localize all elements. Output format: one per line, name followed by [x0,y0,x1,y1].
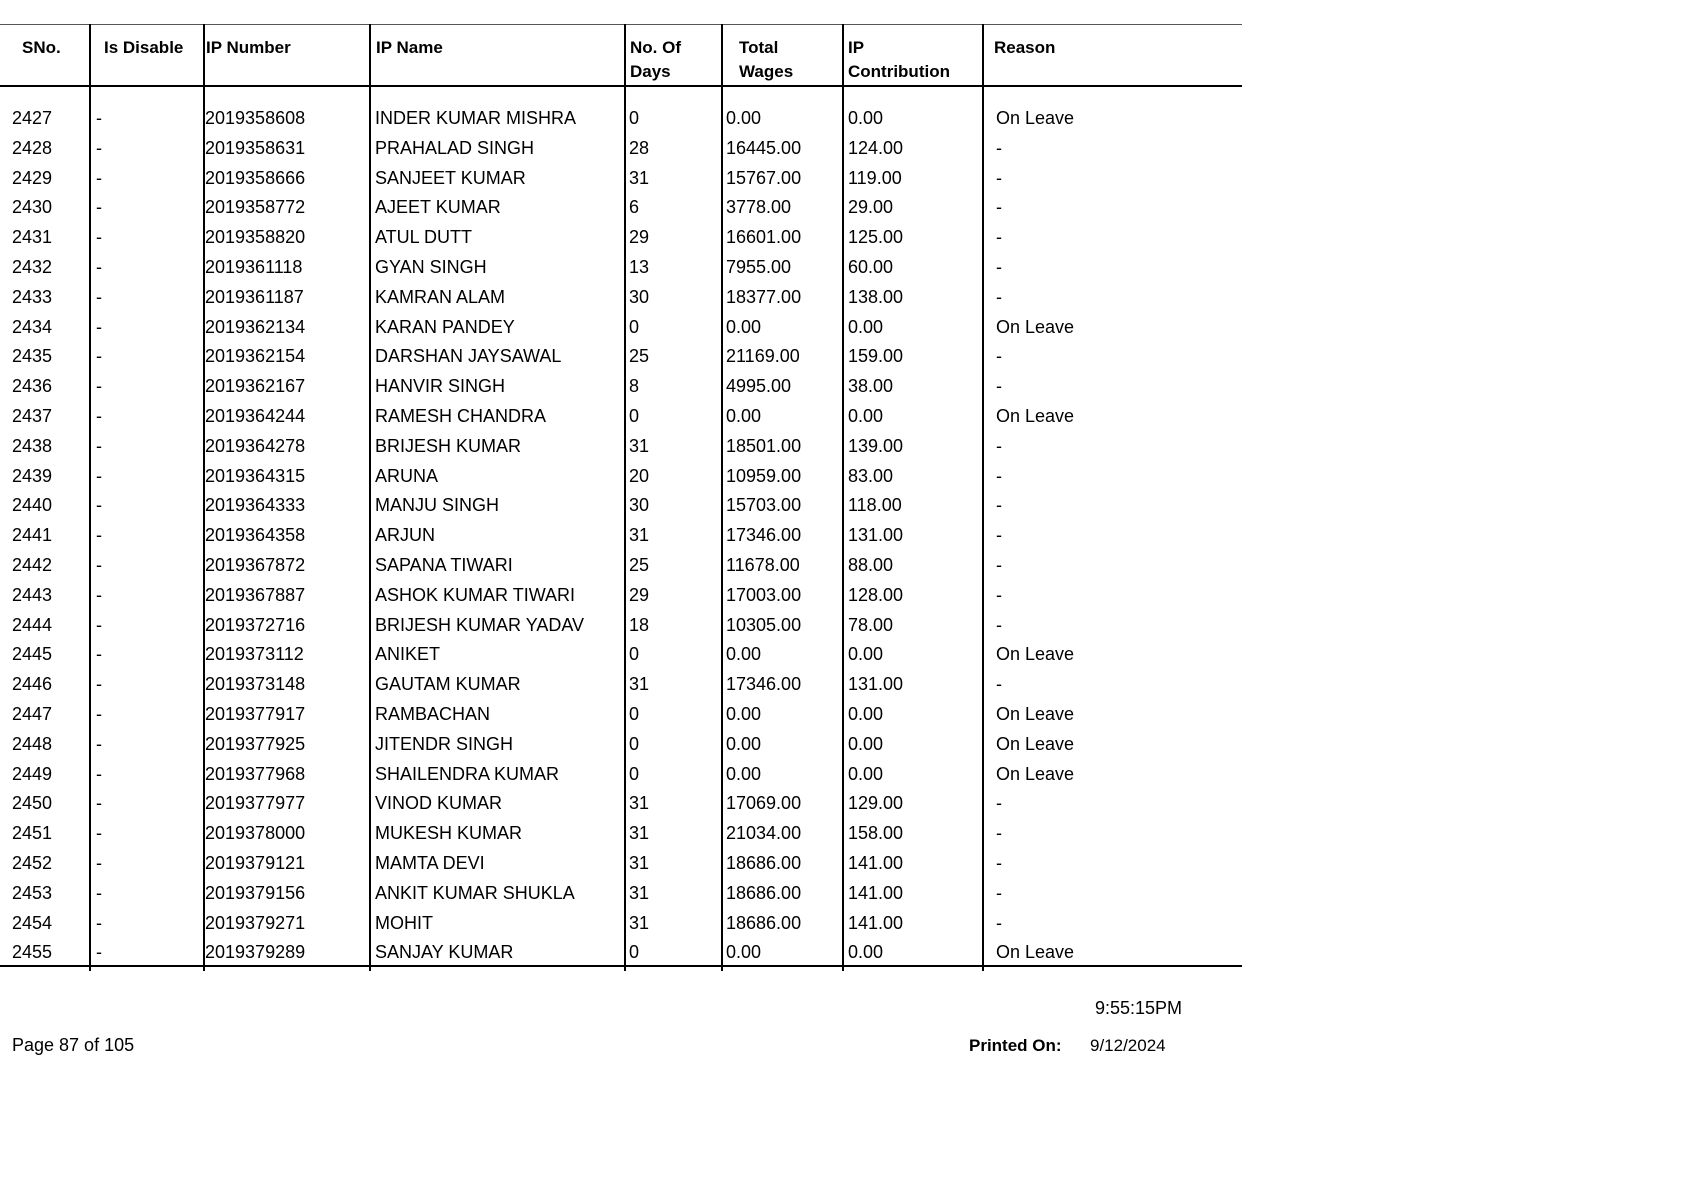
cell-contribution: 138.00 [848,286,904,307]
cell-days: 30 [629,286,650,307]
cell-ip-name: KARAN PANDEY [375,316,515,337]
cell-contribution: 0.00 [848,316,884,337]
cell-reason: On Leave [996,942,1075,963]
cell-ip-name: DARSHAN JAYSAWAL [375,346,562,367]
cell-wages: 21034.00 [726,823,802,844]
cell-ip-number: 2019379289 [205,942,306,963]
cell-sno: 2452 [12,852,53,873]
cell-is-disable: - [96,346,102,367]
cell-sno: 2439 [12,465,53,486]
cell-contribution: 129.00 [848,793,904,814]
cell-ip-name: ASHOK KUMAR TIWARI [375,584,576,605]
cell-reason: On Leave [996,108,1075,128]
cell-sno: 2433 [12,286,53,307]
page-number: Page 87 of 105 [12,1035,135,1055]
cell-is-disable: - [96,852,102,873]
table-row [0,342,1242,372]
cell-days: 0 [629,763,640,784]
cell-wages: 17346.00 [726,674,802,695]
table-row [0,104,1242,134]
cell-contribution: 0.00 [848,942,884,963]
cell-ip-number: 2019362154 [205,346,306,367]
cell-sno: 2436 [12,376,53,397]
cell-ip-number: 2019358608 [205,108,306,128]
cell-reason: - [996,674,1002,695]
cell-days: 0 [629,316,640,337]
cell-ip-name: GAUTAM KUMAR [375,674,521,695]
cell-sno: 2438 [12,435,53,456]
cell-ip-number: 2019378000 [205,823,306,844]
cell-days: 31 [629,852,650,873]
cell-contribution: 60.00 [848,256,894,277]
cell-days: 31 [629,793,650,814]
cell-ip-name: ATUL DUTT [375,227,472,248]
table-row [0,283,1242,313]
header-ip-number: IP Number [206,38,291,57]
header-ip-name: IP Name [376,38,443,57]
cell-is-disable: - [96,197,102,218]
cell-days: 0 [629,108,640,128]
cell-contribution: 118.00 [848,495,902,516]
table-row [0,819,1242,849]
cell-ip-number: 2019379271 [205,912,306,933]
cell-sno: 2428 [12,137,53,158]
table-row [0,611,1242,641]
cell-days: 8 [629,376,640,397]
cell-ip-number: 2019364244 [205,405,306,426]
table-row [0,879,1242,909]
cell-ip-name: KAMRAN ALAM [375,286,506,307]
cell-ip-number: 2019362167 [205,376,306,397]
cell-ip-number: 2019373148 [205,674,306,695]
table-row [0,521,1242,551]
cell-ip-name: RAMBACHAN [375,703,491,724]
cell-ip-number: 2019364333 [205,495,306,516]
cell-ip-name: ARUNA [375,465,439,486]
header-reason: Reason [994,38,1056,57]
cell-ip-name: AJEET KUMAR [375,197,501,218]
cell-days: 31 [629,882,650,903]
cell-days: 31 [629,525,650,546]
cell-is-disable: - [96,614,102,635]
cell-ip-number: 2019358666 [205,167,306,188]
table-row [0,909,1242,939]
cell-ip-name: SAPANA TIWARI [375,554,513,575]
cell-wages: 0.00 [726,703,762,724]
cell-ip-name: SANJEET KUMAR [375,167,526,188]
cell-ip-number: 2019367872 [205,554,306,575]
cell-reason: - [996,882,1002,903]
cell-is-disable: - [96,644,102,665]
cell-is-disable: - [96,763,102,784]
cell-ip-number: 2019377977 [205,793,306,814]
cell-reason: - [996,852,1002,873]
cell-wages: 16601.00 [726,227,802,248]
printed-date: 9/12/2024 [1090,1036,1166,1055]
table-row [0,134,1242,164]
cell-reason: - [996,346,1002,367]
cell-days: 30 [629,495,650,516]
cell-reason: - [996,137,1002,158]
cell-wages: 0.00 [726,733,762,754]
cell-reason: - [996,435,1002,456]
cell-sno: 2444 [12,614,53,635]
cell-is-disable: - [96,912,102,933]
cell-days: 29 [629,584,650,605]
header-is-disable: Is Disable [104,38,184,57]
cell-days: 28 [629,137,650,158]
cell-ip-number: 2019358631 [205,137,306,158]
table-row [0,223,1242,253]
cell-days: 31 [629,912,650,933]
cell-contribution: 128.00 [848,584,904,605]
cell-sno: 2441 [12,525,53,546]
table-row [0,164,1242,194]
cell-wages: 17346.00 [726,525,802,546]
cell-contribution: 131.00 [848,525,904,546]
cell-ip-number: 2019377968 [205,763,306,784]
cell-is-disable: - [96,465,102,486]
table-row [0,581,1242,611]
cell-reason: - [996,227,1002,248]
cell-reason: - [996,793,1002,814]
cell-wages: 3778.00 [726,197,792,218]
cell-reason: On Leave [996,703,1075,724]
cell-sno: 2434 [12,316,53,337]
cell-ip-number: 2019358820 [205,227,306,248]
cell-days: 29 [629,227,650,248]
table-row [0,551,1242,581]
cell-is-disable: - [96,942,102,963]
cell-contribution: 0.00 [848,703,884,724]
cell-wages: 0.00 [726,763,762,784]
cell-wages: 21169.00 [726,346,800,367]
header-bottom-rule [0,85,1242,87]
cell-sno: 2449 [12,763,53,784]
cell-sno: 2442 [12,554,53,575]
cell-is-disable: - [96,435,102,456]
cell-contribution: 29.00 [848,197,894,218]
table-row [0,640,1242,670]
cell-contribution: 0.00 [848,405,884,426]
table-row [0,372,1242,402]
cell-sno: 2437 [12,405,53,426]
table-row [0,253,1242,283]
cell-wages: 18686.00 [726,912,802,933]
header-wages: Total Wages [739,38,794,81]
cell-sno: 2446 [12,674,53,695]
cell-sno: 2435 [12,346,53,367]
cell-ip-name: BRIJESH KUMAR YADAV [375,614,585,635]
cell-days: 0 [629,703,640,724]
cell-ip-name: MANJU SINGH [375,495,500,516]
cell-ip-name: SANJAY KUMAR [375,942,514,963]
cell-wages: 15767.00 [726,167,802,188]
cell-ip-number: 2019377917 [205,703,306,724]
cell-reason: - [996,823,1002,844]
table-row [0,938,1242,968]
cell-reason: On Leave [996,763,1075,784]
cell-sno: 2440 [12,495,53,516]
cell-ip-name: ANKIT KUMAR SHUKLA [375,882,575,903]
cell-wages: 0.00 [726,405,762,426]
cell-contribution: 88.00 [848,554,894,575]
cell-wages: 10305.00 [726,614,802,635]
cell-ip-name: JITENDR SINGH [375,733,514,754]
cell-is-disable: - [96,137,102,158]
cell-is-disable: - [96,286,102,307]
cell-reason: - [996,525,1002,546]
cell-sno: 2443 [12,584,53,605]
cell-sno: 2451 [12,823,53,844]
cell-reason: - [996,376,1002,397]
cell-wages: 10959.00 [726,465,802,486]
cell-reason: On Leave [996,316,1075,337]
cell-is-disable: - [96,256,102,277]
table-body [0,104,1242,968]
cell-days: 0 [629,733,640,754]
cell-wages: 17069.00 [726,793,802,814]
cell-wages: 4995.00 [726,376,792,397]
cell-wages: 18686.00 [726,882,802,903]
cell-contribution: 141.00 [848,852,904,873]
cell-contribution: 119.00 [848,167,902,188]
cell-wages: 17003.00 [726,584,802,605]
cell-ip-number: 2019367887 [205,584,306,605]
cell-is-disable: - [96,316,102,337]
cell-is-disable: - [96,405,102,426]
cell-is-disable: - [96,823,102,844]
cell-days: 31 [629,674,650,695]
cell-reason: - [996,465,1002,486]
table-row [0,313,1242,343]
cell-wages: 0.00 [726,108,762,128]
cell-ip-name: ARJUN [375,525,436,546]
cell-ip-name: MAMTA DEVI [375,852,485,873]
cell-is-disable: - [96,674,102,695]
cell-days: 0 [629,405,640,426]
cell-wages: 0.00 [726,942,762,963]
cell-wages: 0.00 [726,316,762,337]
cell-days: 6 [629,197,640,218]
cell-sno: 2432 [12,256,53,277]
header-days: No. Of Days [630,38,681,81]
cell-wages: 16445.00 [726,137,802,158]
cell-wages: 7955.00 [726,256,792,277]
cell-reason: - [996,167,1002,188]
table-row [0,462,1242,492]
cell-wages: 18501.00 [726,435,802,456]
cell-reason: - [996,256,1002,277]
cell-is-disable: - [96,703,102,724]
cell-ip-name: GYAN SINGH [375,256,487,277]
cell-contribution: 139.00 [848,435,904,456]
header-sno: SNo. [22,38,61,57]
cell-is-disable: - [96,554,102,575]
cell-days: 25 [629,346,650,367]
cell-reason: - [996,495,1002,516]
cell-contribution: 124.00 [848,137,904,158]
cell-is-disable: - [96,793,102,814]
cell-ip-number: 2019361118 [205,256,303,277]
cell-ip-number: 2019364278 [205,435,306,456]
cell-ip-name: RAMESH CHANDRA [375,405,547,426]
table-row [0,402,1242,432]
cell-ip-name: INDER KUMAR MISHRA [375,108,577,128]
cell-wages: 18377.00 [726,286,802,307]
printed-time: 9:55:15PM [1095,998,1183,1018]
cell-ip-number: 2019379121 [205,852,306,873]
cell-is-disable: - [96,376,102,397]
cell-ip-name: BRIJESH KUMAR [375,435,522,456]
cell-reason: - [996,614,1002,635]
cell-days: 31 [629,435,650,456]
cell-is-disable: - [96,584,102,605]
cell-sno: 2450 [12,793,53,814]
cell-contribution: 158.00 [848,823,904,844]
header-contribution: IP Contribution [848,38,950,81]
cell-ip-name: MUKESH KUMAR [375,823,523,844]
cell-contribution: 38.00 [848,376,894,397]
table-row [0,670,1242,700]
printed-on-label: Printed On: [969,1036,1062,1055]
cell-sno: 2427 [12,108,53,128]
cell-reason: - [996,912,1002,933]
cell-is-disable: - [96,525,102,546]
cell-ip-number: 2019373112 [205,644,304,665]
cell-is-disable: - [96,108,102,128]
cell-ip-number: 2019364315 [205,465,306,486]
cell-ip-number: 2019372716 [205,614,306,635]
cell-reason: - [996,554,1002,575]
table-row [0,193,1242,223]
cell-sno: 2455 [12,942,53,963]
cell-wages: 0.00 [726,644,762,665]
cell-sno: 2445 [12,644,53,665]
cell-days: 13 [629,256,650,277]
cell-contribution: 141.00 [848,912,904,933]
cell-days: 25 [629,554,650,575]
cell-wages: 15703.00 [726,495,802,516]
cell-days: 0 [629,942,640,963]
cell-days: 18 [629,614,650,635]
table-row [0,700,1242,730]
cell-is-disable: - [96,495,102,516]
cell-sno: 2430 [12,197,53,218]
cell-days: 0 [629,644,640,665]
cell-contribution: 125.00 [848,227,904,248]
cell-is-disable: - [96,227,102,248]
cell-reason: On Leave [996,405,1075,426]
table-row [0,760,1242,790]
cell-wages: 11678.00 [726,554,800,575]
cell-sno: 2431 [12,227,53,248]
cell-contribution: 131.00 [848,674,904,695]
cell-ip-name: MOHIT [375,912,433,933]
cell-reason: - [996,197,1002,218]
cell-is-disable: - [96,733,102,754]
cell-days: 31 [629,167,650,188]
cell-wages: 18686.00 [726,852,802,873]
cell-sno: 2447 [12,703,53,724]
cell-sno: 2453 [12,882,53,903]
cell-sno: 2454 [12,912,53,933]
cell-ip-number: 2019364358 [205,525,306,546]
cell-ip-number: 2019362134 [205,316,306,337]
cell-is-disable: - [96,882,102,903]
cell-contribution: 0.00 [848,733,884,754]
cell-ip-name: SHAILENDRA KUMAR [375,763,560,784]
table-row [0,432,1242,462]
cell-contribution: 0.00 [848,108,884,128]
cell-reason: On Leave [996,644,1075,665]
table-row [0,730,1242,760]
cell-is-disable: - [96,167,102,188]
cell-sno: 2429 [12,167,53,188]
cell-ip-name: VINOD KUMAR [375,793,503,814]
table-top-rule [0,24,1242,25]
cell-days: 20 [629,465,650,486]
cell-sno: 2448 [12,733,53,754]
cell-contribution: 78.00 [848,614,894,635]
cell-ip-name: PRAHALAD SINGH [375,137,535,158]
cell-reason: On Leave [996,733,1075,754]
cell-ip-number: 2019379156 [205,882,306,903]
cell-ip-number: 2019358772 [205,197,306,218]
cell-contribution: 141.00 [848,882,904,903]
cell-contribution: 159.00 [848,346,904,367]
cell-contribution: 0.00 [848,763,884,784]
cell-contribution: 0.00 [848,644,884,665]
cell-ip-name: ANIKET [375,644,441,665]
table-row [0,491,1242,521]
cell-ip-number: 2019361187 [205,286,304,307]
table-row [0,849,1242,879]
cell-ip-name: HANVIR SINGH [375,376,506,397]
cell-contribution: 83.00 [848,465,894,486]
cell-reason: - [996,584,1002,605]
cell-ip-number: 2019377925 [205,733,306,754]
table-row [0,789,1242,819]
cell-reason: - [996,286,1002,307]
cell-days: 31 [629,823,650,844]
